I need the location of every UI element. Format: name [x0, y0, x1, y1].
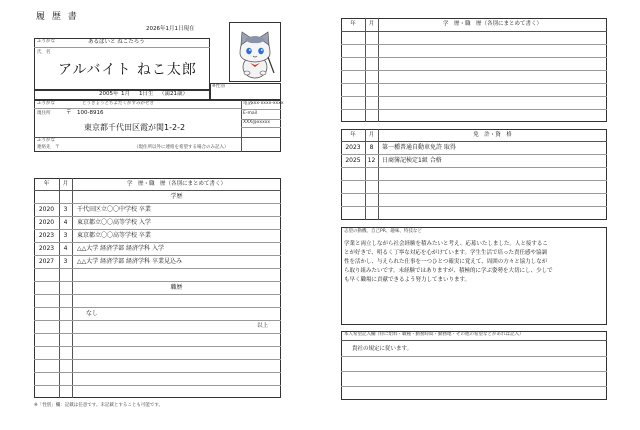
postal-code: 〒 100-8916 — [66, 110, 104, 116]
edu-heading: 学歴 — [170, 193, 183, 200]
wishes-label-note: （特に給料・職種・勤務時間・勤務地・その他の希望などがあれば記入） — [375, 332, 524, 337]
contact-label: 連絡先 〒 — [37, 145, 60, 150]
license-row-year: 2025 — [345, 157, 361, 164]
license-row-text: 第一種普通自動車免許 取得 — [382, 144, 456, 151]
license-row-text: 日商簿記検定1級 合格 — [382, 157, 442, 164]
address-label: 現住所 — [37, 111, 51, 116]
history-row-month: 3 — [63, 206, 68, 213]
history-row-text: △△大学 経済学部 経済学科 入学 — [77, 245, 164, 252]
left-col-year: 年 — [43, 181, 50, 187]
right-col-title: 学 歴・職 歴（各別にまとめて書く） — [442, 21, 542, 27]
phone-label: 電話 — [243, 101, 252, 106]
left-col-title: 学 歴・職 歴（各別にまとめて書く） — [126, 181, 226, 187]
history-row-year: 2027 — [38, 258, 55, 265]
address-furigana: とうきょうとちよだくがすみがせき — [82, 101, 154, 106]
history-row-year: 2023 — [38, 245, 55, 252]
history-row-year: 2020 — [38, 219, 55, 226]
history-row-year: 2020 — [38, 206, 55, 213]
history-row-month: 4 — [63, 219, 68, 226]
motivation-line: も早く職場に貢献できるよう努力してまいります。 — [344, 277, 471, 283]
cat-photo-icon — [232, 27, 278, 81]
right-col-year: 年 — [350, 21, 356, 27]
history-row-text: 千代田区立〇〇中学校 卒業 — [77, 206, 151, 213]
footnote: ※「性別」欄：記載は任意です。未記載とすることも可能です。 — [34, 403, 164, 408]
license-col-year: 年 — [350, 132, 356, 138]
birth-day: 1日生 — [139, 91, 154, 97]
furigana-label: ふりがな — [37, 39, 55, 44]
name-label: 氏 名 — [37, 50, 51, 55]
motivation-line: とが好きで、明るく丁寧な対応を心がけています。学生生活で培った責任感や協調 — [344, 250, 547, 256]
work-none: なし — [86, 310, 99, 317]
wishes-box — [341, 331, 607, 400]
contact-note: （現住所以外に連絡を希望する場合のみ記入） — [134, 145, 229, 150]
photo-frame — [229, 22, 281, 82]
work-heading: 職歴 — [170, 284, 183, 291]
license-row-month: 12 — [367, 157, 376, 164]
phone-value: xxx-xxxx-xxxx — [251, 101, 284, 106]
history-row-month: 4 — [63, 245, 68, 252]
history-row-text: 東京都立〇〇高等学校 卒業 — [77, 232, 151, 239]
address-value: 東京都千代田区霞が関1-2-2 — [84, 123, 186, 132]
applicant-name: アルバイト ねこ太郎 — [58, 62, 197, 78]
history-row-month: 3 — [63, 258, 68, 265]
age: （満21歳） — [159, 91, 188, 97]
email-label: E-mail — [243, 111, 258, 116]
birth-month: 1月 — [121, 91, 130, 97]
document-title: 履 歴 書 — [36, 12, 79, 22]
document-date: 2026年1月1日現在 — [146, 26, 195, 32]
license-col-month: 月 — [368, 132, 375, 138]
motivation-line: 性を活かし、与えられた仕事を一つひとつ確実に覚えて、周囲の方々と協力しなが — [344, 259, 548, 265]
address-furigana-label: ふりがな — [37, 101, 55, 106]
motivation-line: ら取り組みたいです。未経験ではありますが、積極的に学ぶ姿勢を大切にし、少しで — [344, 268, 553, 274]
history-row-year: 2023 — [38, 232, 55, 239]
history-row-text: 東京都立〇〇高等学校 入学 — [77, 219, 151, 226]
motivation-line: 学業と両立しながら社会経験を積みたいと考え、応募いたしました。人と接するこ — [344, 241, 548, 247]
license-col-title: 免 許・資 格 — [473, 132, 512, 138]
license-row-month: 8 — [369, 144, 374, 151]
motivation-label: 志望の動機、自己PR、趣味、特技など — [344, 229, 422, 234]
furigana-name: あるばいと ねこたろう — [88, 39, 145, 45]
history-row-text: △△大学 経済学部 経済学科 卒業見込み — [77, 258, 182, 265]
left-col-month: 月 — [62, 181, 69, 187]
ijo-text: 以上 — [257, 323, 269, 329]
birth-year: 2005年 — [99, 91, 119, 97]
contact-furigana-label: ふりがな — [37, 138, 55, 143]
license-row-year: 2023 — [345, 144, 361, 151]
gender-label: ※性別 — [212, 84, 225, 89]
wishes-text: 貴社の規定に従います。 — [352, 346, 413, 352]
history-row-month: 3 — [63, 232, 68, 239]
wishes-label: 本人希望記入欄 — [344, 332, 376, 337]
right-col-month: 月 — [368, 21, 375, 27]
email-value: XXX@xxxxx — [243, 120, 271, 125]
